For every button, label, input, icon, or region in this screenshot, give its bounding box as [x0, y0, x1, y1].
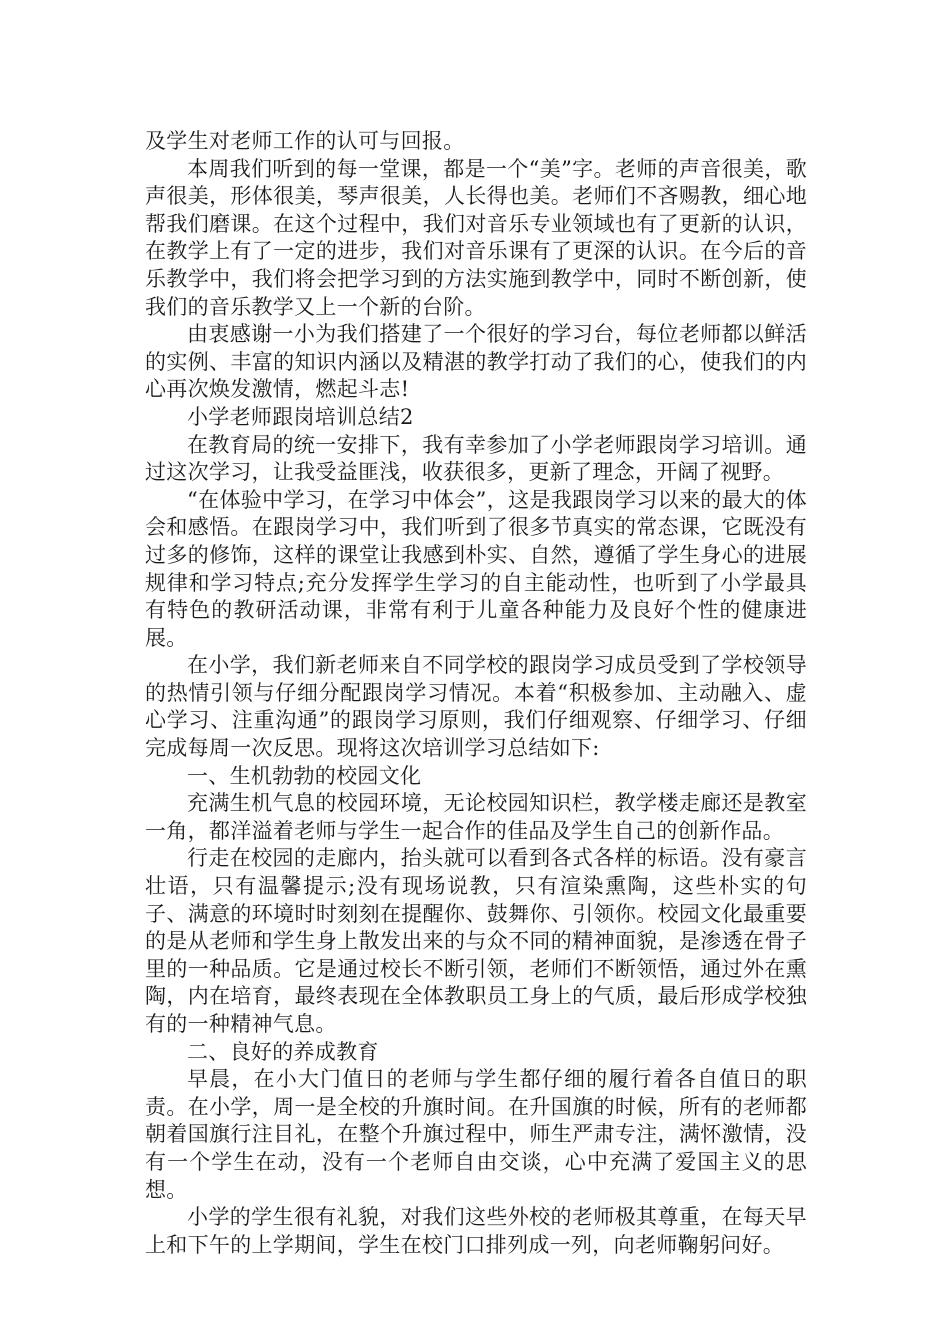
paragraph-school-guidance: 在小学，我们新老师来自不同学校的跟岗学习成员受到了学校领导的热情引领与仔细分配跟岗学习情况。本着“积极参加、主动融入、虚心学习、注重沟通”的跟岗学习原则，我们仔细观察、仔细学习、仔细完成每周一次反思。现将这次培训学习总结如下:	[145, 653, 807, 761]
paragraph-thanks: 由衷感谢一小为我们搭建了一个很好的学习台，每位老师都以鲜活的实例、丰富的知识内涵以及精湛的教学打动了我们的心，使我们的内心再次焕发激情，燃起斗志!	[145, 322, 807, 402]
section-title-summary-2: 小学老师跟岗培训总结2	[187, 404, 414, 429]
paragraph-beauty-of-lessons: 本周我们听到的每一堂课，都是一个“美”字。老师的声音很美，歌声很美，形体很美，琴声很美，人长得也美。老师们不吝赐教，细心地帮我们磨课。在这个过程中，我们对音乐专业领域也有了更新的认识，在教学上有了一定的进步，我们对音乐课有了更深的认识。在今后的音乐教学中，我们将会把学习到的方法实施到教学中，同时不断创新，使我们的音乐教学又上一个新的台阶。	[145, 156, 807, 319]
paragraph-campus-environment: 充满生机气息的校园环境，无论校园知识栏，教学楼走廊还是教室一角，都洋溢着老师与学生一起合作的佳品及学生自己的创新作品。	[145, 791, 807, 843]
heading-campus-culture: 一、生机勃勃的校园文化	[187, 763, 422, 788]
paragraph-training-intro: 在教育局的统一安排下，我有幸参加了小学老师跟岗学习培训。通过这次学习，让我受益匪浅，收获很多，更新了理念，开阔了视野。	[145, 432, 807, 485]
paragraph-campus-slogans: 行走在校园的走廊内，抬头就可以看到各式各样的标语。没有豪言壮语，只有温馨提示;没有现场说教，只有渲染熏陶，这些朴实的句子、满意的环境时时刻刻在提醒你、鼓舞你、引领你。校园文化最重要的是从老师和学生身上散发出来的与众不同的精神面貌，是渗透在骨子里的一种品质。它是通过校长不断引领，老师们不断领悟，通过外在熏陶，内在培育，最终表现在全体教职员工身上的气质，最后形成学校独有的一种精神气息。	[145, 846, 807, 1036]
paragraph-continuation: 及学生对老师工作的认可与回报。	[145, 129, 465, 153]
paragraph-student-manners: 小学的学生很有礼貌，对我们这些外校的老师极其尊重，在每天早上和下午的上学期间，学生在校门口排列成一列，向老师鞠躬问好。	[145, 1205, 807, 1257]
paragraph-experience-learning: “在体验中学习，在学习中体会”，这是我跟岗学习以来的最大的体会和感悟。在跟岗学习中，我们听到了很多节真实的常态课，它既没有过多的修饰，这样的课堂让我感到朴实、自然，遵循了学生身心的进展规律和学习特点;充分发挥学生学习的自主能动性，也听到了小学最具有特色的教研活动课，非常有利于儿童各种能力及良好个性的健康进展。	[145, 487, 807, 650]
document-body	[145, 128, 807, 1259]
paragraph-flag-raising: 早晨，在小大门值日的老师与学生都仔细的履行着各自值日的职责。在小学，周一是全校的升旗时间。在升国旗的时候，所有的老师都朝着国旗行注目礼，在整个升旗过程中，师生严肃专注，满怀激情，没有一个学生在动，没有一个老师自由交谈，心中充满了爱国主义的思想。	[145, 1067, 807, 1202]
heading-habit-education: 二、良好的养成教育	[187, 1039, 379, 1064]
